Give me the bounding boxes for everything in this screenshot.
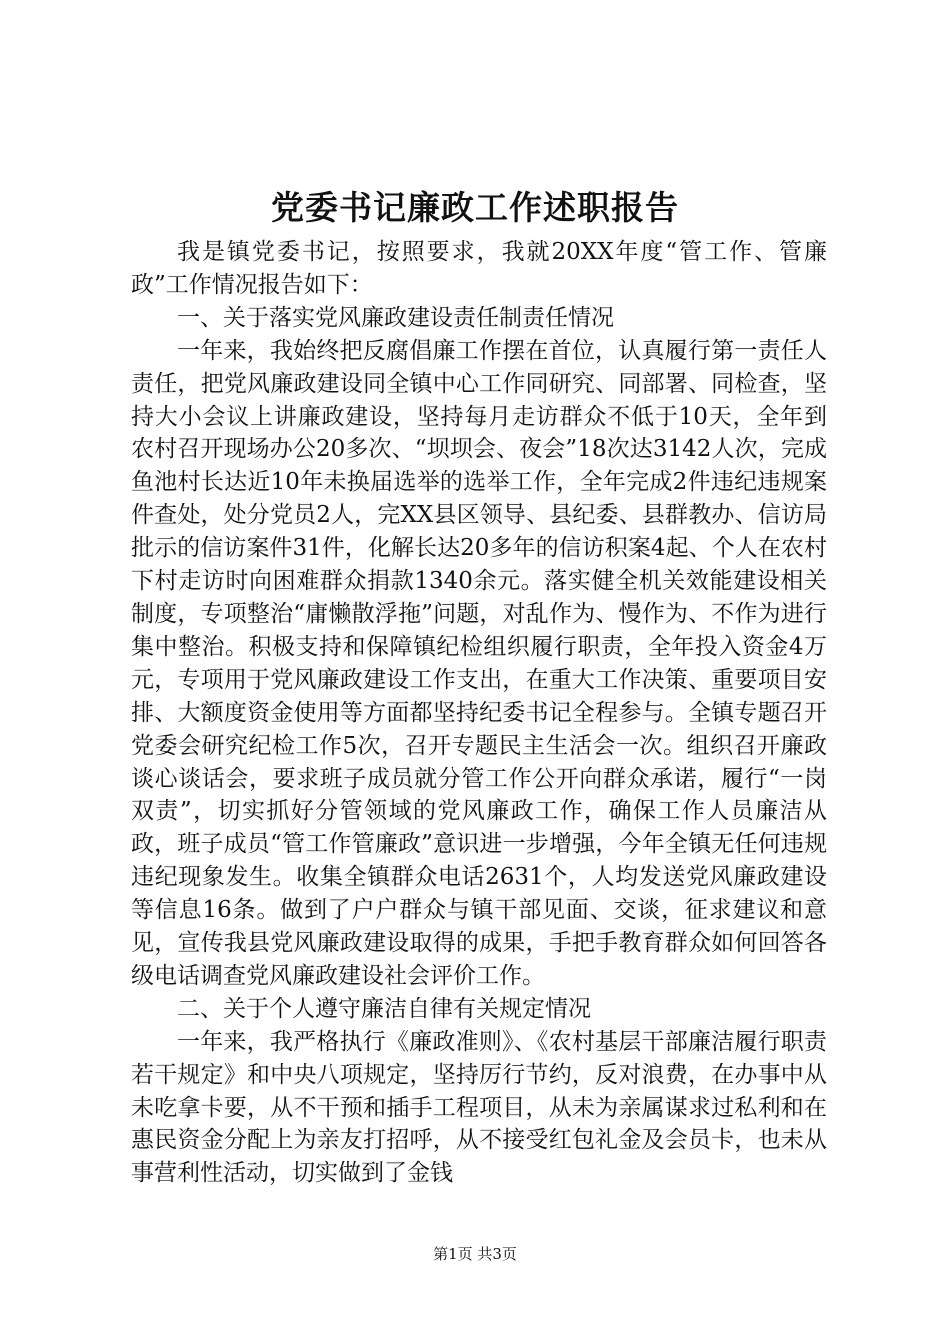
document-title: 党委书记廉政工作述职报告 [271,188,679,227]
section-2-paragraph: 一年来，我严格执行《廉政准则》、《农村基层干部廉洁履行职责若干规定》和中央八项规定，坚持厉行节约，反对浪费，在办事中从未吃拿卡要，从不干预和插手工程项目，从未为亲属谋求过私利和在惠民资金分配上为亲友打招呼，从不接受红包礼金及会员卡，也未从事营利性活动，切实做到了金钱 [131,1028,827,1187]
intro-paragraph: 我是镇党委书记，按照要求，我就20XX年度“管工作、管廉政”工作情况报告如下： [131,239,827,298]
document-body [131,236,827,1190]
section-1-paragraph: 一年来，我始终把反腐倡廉工作摆在首位，认真履行第一责任人责任，把党风廉政建设同全镇中心工作同研究、同部署、同检查，坚持大小会议上讲廉政建设，坚持每月走访群众不低于10天，全年到农村召开现场办公20多次、“坝坝会、夜会”18次达3142人次，完成鱼池村长达近10年未换届选举的选举工作，全年完成2件违纪违规案件查处，处分党员2人，完XX县区领导、县纪委、县群教办、信访局批示的信访案件31件，化解长达20多年的信访积案4起、个人在农村下村走访时向困难群众捐款1340余元。落实健全机关效能建设相关制度，专项整治“庸懒散浮拖”问题，对乱作为、慢作为、不作为进行集中整治。积极支持和保障镇纪检组织履行职责，全年投入资金4万元，专项用于党风廉政建设工作支出，在重大工作决策、重要项目安排、大额度资金使用等方面都坚持纪委书记全程参与。全镇专题召开党委会研究纪检工作5次，召开专题民主生活会一次。组织召开廉政谈心谈话会，要求班子成员就分管工作公开向群众承诺，履行“一岗双责”，切实抓好分管领域的党风廉政工作，确保工作人员廉洁从政，班子成员“管工作管廉政”意识进一步增强，今年全镇无任何违规违纪现象发生。收集全镇群众电话2631个，人均发送党风廉政建设等信息16条。做到了户户群众与镇干部见面、交谈，征求建议和意见，宣传我县党风廉政建设取得的成果，手把手教育群众如何回答各级电话调查党风廉政建设社会评价工作。 [131,337,827,989]
section-heading-2: 二、关于个人遵守廉洁自律有关规定情况 [177,995,591,1022]
section-heading-1: 一、关于落实党风廉政建设责任制责任情况 [177,304,614,331]
page-number-footer: 第1页 共3页 [433,1245,517,1263]
